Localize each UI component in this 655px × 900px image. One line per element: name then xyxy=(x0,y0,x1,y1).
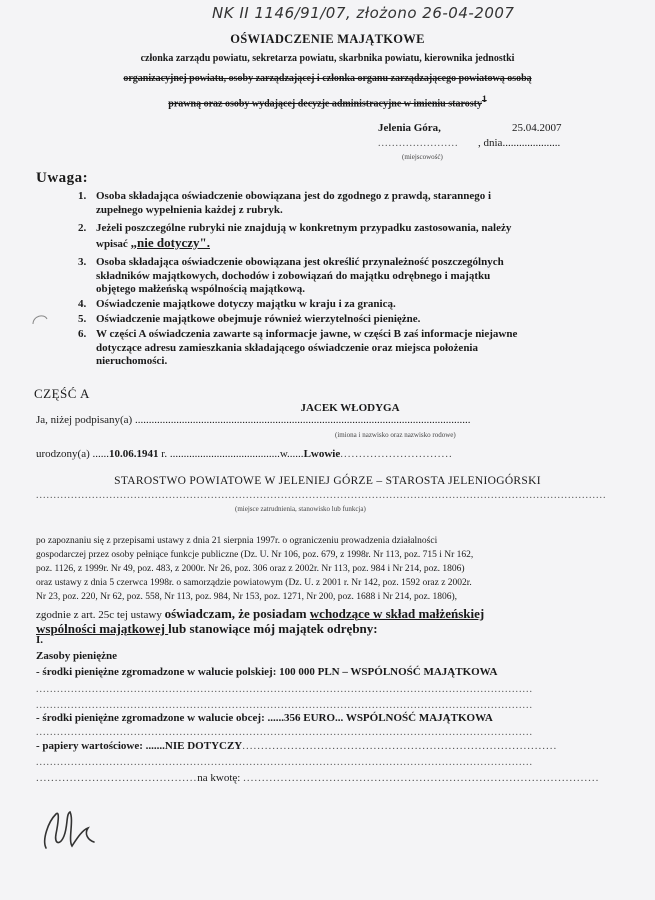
place: Jelenia Góra, xyxy=(378,122,441,134)
name-caption: (imiona i nazwisko oraz nazwisko rodowe) xyxy=(335,431,456,439)
employer-caption: (miejsce zatrudnienia, stanowisko lub funkcja) xyxy=(235,505,366,513)
pln-line: - środki pieniężne zgromadzone w walucie polskiej: 100 000 PLN – WSPÓLNOŚĆ MAJĄTKOWA xyxy=(36,666,498,678)
legal-line-5: Nr 23, poz. 220, Nr 62, poz. 558, Nr 113, poz. 984, Nr 153, poz. 1271, Nr 200, poz. 1688 i Nr 214, poz. 1806), xyxy=(36,592,458,602)
birth-line: urodzony(a) ......10.06.1941 r. ........................................w......Lwowie.............................. xyxy=(36,448,453,460)
kwote-line: ...........................................na kwotę: ............................................................................................... xyxy=(36,772,600,784)
uwaga-item-6: 6. W części A oświadczenia zawarte są informacje jawne, w części B zaś informacje niejawne dotyczące adresu zamieszkania składającego oświadczenie oraz miejsca położenia nieruchomości. xyxy=(78,328,518,367)
signature-scribble xyxy=(38,800,118,860)
signed-label: Ja, niżej podpisany(a) .......................................................................................................................... xyxy=(36,414,471,426)
declaration-line-1: zgodnie z art. 25c tej ustawy oświadczam, że posiadam wchodzące w skład małżeńskiej xyxy=(36,606,485,621)
dnia-label: , dnia..................... xyxy=(478,137,561,149)
legal-line-4: oraz ustawy z dnia 5 czerwca 1998r. o samorządzie powiatowym (Dz. U. z 2001 r. Nr 142, poz. 1592 oraz z 2002r. xyxy=(36,578,472,588)
dots-c: .............................................................................................................................................. xyxy=(36,727,533,738)
subtitle-line-2: organizacyjnej powiatu, osoby zarządzającej i członka organu zarządzającego powiatową osobą xyxy=(123,73,532,84)
declarant-name: JACEK WŁODYGA xyxy=(300,402,400,414)
uwaga-item-5: 5. Oświadczenie majątkowe obejmuje również wierzytelności pieniężne. xyxy=(78,313,421,325)
part-a-heading: CZĘŚĆ A xyxy=(34,386,90,401)
uwaga-item-4: 4. Oświadczenie majątkowe dotyczy majątku w kraju i za granicą. xyxy=(78,298,396,310)
legal-line-1: po zapoznaniu się z przepisami ustawy z dnia 21 sierpnia 1997r. o ograniczeniu prowadzenia działalności xyxy=(36,536,438,546)
legal-line-3: poz. 1126, z 1999r. Nr 49, poz. 483, z 2000r. Nr 26, poz. 306 oraz z 2002r. Nr 113, poz. 984 i Nr 214, poz. 1806) xyxy=(36,564,465,574)
place-dots: ....................... xyxy=(378,138,459,149)
place-caption: (miejscowość) xyxy=(402,153,443,161)
employer-dots: ................................................................................................................................................................... xyxy=(36,490,607,501)
uwaga-item-3: 3. Osoba składająca oświadczenie obowiązana jest określić przynależność poszczególnych składników majątkowych, dochodów i zobowiązań do majątku odrębnego i majątku objętego małżeńską wspólnością majątkową. xyxy=(78,256,504,295)
subtitle-line-3: prawną oraz osoby wydającej decyzje administracyjne w imieniu starosty$^1$ xyxy=(168,95,487,110)
declaration-line-2: wspólności majątkowej lub stanowiące mój majątek odrębny: xyxy=(36,621,378,636)
section-heading: Zasoby pieniężne xyxy=(36,650,117,662)
papers-line: - papiery wartościowe: .......NIE DOTYCZY.................................................................................... xyxy=(36,740,558,752)
foreign-line: - środki pieniężne zgromadzone w walucie obcej: ......356 EURO... WSPÓLNOŚĆ MAJĄTKOWA xyxy=(36,712,493,724)
uwaga-item-1: 1. Osoba składająca oświadczenie obowiązana jest do zgodnego z prawdą, starannego i zupełnego wypełnienia każdej z rubryk. xyxy=(78,190,492,216)
footnote-mark: 1 xyxy=(481,95,487,105)
date: 25.04.2007 xyxy=(512,122,562,134)
dots-a: .............................................................................................................................................. xyxy=(36,684,533,695)
legal-line-2: gospodarczej przez osoby pełniące funkcje publiczne (Dz. U. Nr 106, poz. 679, z 1998r. Nr 113, poz. 715 i Nr 162, xyxy=(36,550,474,560)
subtitle-line-1: członka zarządu powiatu, sekretarza powiatu, skarbnika powiatu, kierownika jednostki xyxy=(140,53,515,64)
punch-hole-mark xyxy=(30,310,50,330)
handwritten-reference: NK II 1146/91/07, złożono 26-04-2007 xyxy=(212,4,515,22)
section-roman: I. xyxy=(36,634,44,646)
employer: STAROSTWO POWIATOWE W JELENIEJ GÓRZE – STAROSTA JELENIOGÓRSKI xyxy=(114,475,541,487)
dots-d: .............................................................................................................................................. xyxy=(36,757,533,768)
dots-b: .............................................................................................................................................. xyxy=(36,700,533,711)
uwaga-item-2: 2. Jeżeli poszczególne rubryki nie znajdują w konkretnym przypadku zastosowania, należy wpisać „nie dotyczy". xyxy=(78,222,512,250)
uwaga-heading: Uwaga: xyxy=(36,170,89,186)
document-title: OŚWIADCZENIE MAJĄTKOWE xyxy=(230,32,425,46)
